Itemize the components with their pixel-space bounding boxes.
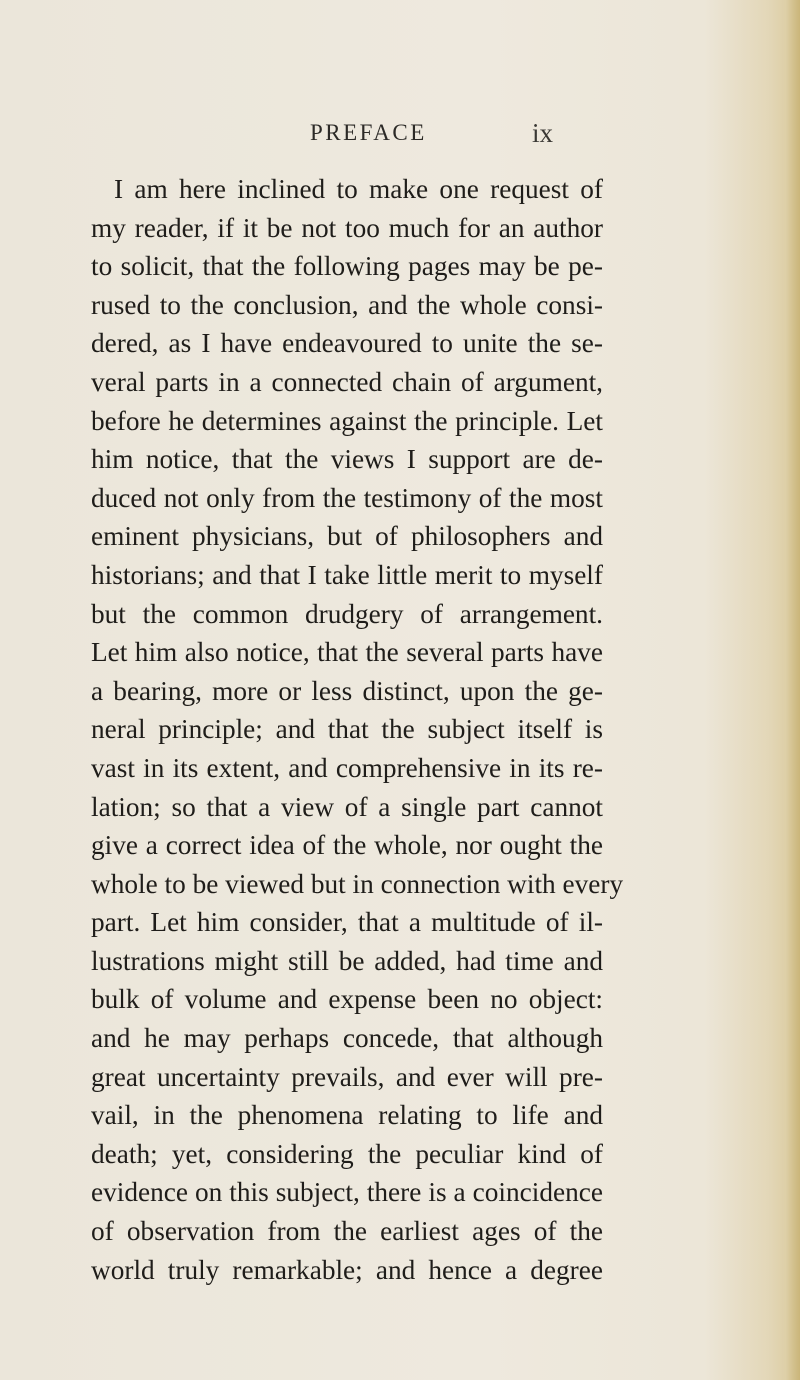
- text-line: whole to be viewed but in connection with every: [91, 868, 624, 899]
- text-line: duced not only from the testimony of the most: [91, 482, 603, 513]
- running-head-title: PREFACE: [310, 120, 427, 145]
- text-line: death; yet, considering the peculiar kind of: [91, 1138, 603, 1169]
- body-paragraph: [91, 170, 624, 1289]
- text-line: veral parts in a connected chain of argument,: [91, 366, 603, 397]
- text-line: neral principle; and that the subject itself is: [91, 714, 603, 745]
- text-line: lustrations might still be added, had time and: [91, 945, 603, 976]
- running-head: [0, 114, 800, 154]
- text-line: historians; and that I take little merit to myself: [91, 559, 603, 590]
- text-line: world truly remarkable; and hence a degree: [91, 1254, 603, 1285]
- text-line: great uncertainty prevails, and ever will pre-: [91, 1061, 603, 1092]
- text-line: before he determines against the principle. Let: [91, 405, 603, 436]
- text-line: rused to the conclusion, and the whole consi-: [91, 289, 603, 320]
- text-line: my reader, if it be not too much for an author: [91, 212, 603, 243]
- text-line: a bearing, more or less distinct, upon the ge-: [91, 675, 603, 706]
- text-line: eminent physicians, but of philosophers and: [91, 521, 603, 552]
- text-line: bulk of volume and expense been no object:: [91, 984, 603, 1015]
- text-line: to solicit, that the following pages may be pe-: [91, 251, 603, 282]
- text-line: and he may perhaps concede, that although: [91, 1023, 603, 1054]
- text-line: I am here inclined to make one request of: [114, 174, 603, 204]
- page-number: ix: [532, 118, 554, 148]
- text-line: vail, in the phenomena relating to life and: [91, 1100, 603, 1131]
- text-line: him notice, that the views I support are de-: [91, 444, 603, 475]
- text-line: evidence on this subject, there is a coincidence: [91, 1177, 603, 1208]
- text-line: lation; so that a view of a single part cannot: [91, 791, 603, 822]
- text-line: part. Let him consider, that a multitude of il-: [91, 907, 603, 938]
- text-line: vast in its extent, and comprehensive in its re-: [91, 752, 603, 783]
- text-line: give a correct idea of the whole, nor ought the: [91, 830, 603, 861]
- text-line: but the common drudgery of arrangement.: [91, 598, 603, 629]
- text-line: of observation from the earliest ages of the: [91, 1216, 603, 1247]
- text-line: Let him also notice, that the several parts have: [91, 637, 603, 668]
- page-edge-shading: [786, 0, 800, 1380]
- text-line: dered, as I have endeavoured to unite the se-: [91, 328, 603, 359]
